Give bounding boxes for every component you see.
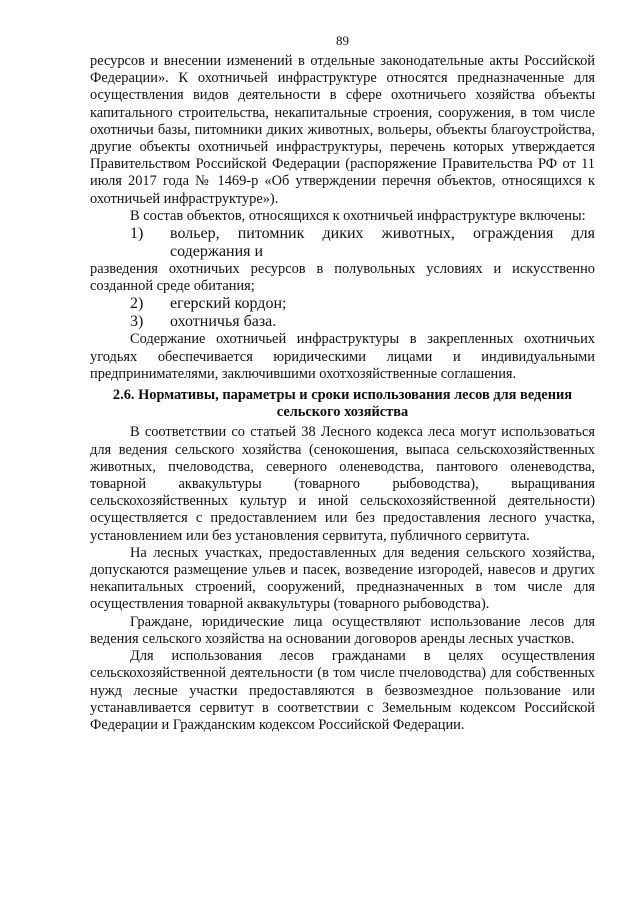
list-item	[90, 295, 595, 313]
paragraph-maintenance: Содержание охотничьей инфраструктуры в закрепленных охотничьих угодьях обеспечивается юридическими лицами и индивидуальными предпринимателями, заключившими охотхозяйственные соглашения.	[90, 331, 595, 382]
infrastructure-list	[90, 225, 595, 331]
section-paragraph: На лесных участках, предоставленных для ведения сельского хозяйства, допускаются размещение ульев и пасек, возведение изгородей, навесов и других некапитальных строений, сооружений, предназначенных в том числе для осуществления товарной аквакультуры (товарного рыбоводства).	[90, 544, 595, 613]
list-item-number: 1)	[130, 225, 144, 243]
list-item-text: егерский кордон;	[170, 295, 287, 313]
list-item-number: 3)	[130, 313, 144, 331]
section-paragraph: Для использования лесов гражданами в целях осуществления сельскохозяйственной деятельности (в том числе пчеловодства) для собственных нужд лесные участки предоставляются в безвозмездное пользование или устанавливается сервитут в соответствии с Земельным кодексом Российской Федерации и Гражданским кодексом Российской Федерации.	[90, 648, 595, 733]
section-heading: 2.6. Нормативы, параметры и сроки использования лесов для ведения сельского хозяйства	[112, 387, 573, 421]
paragraph-infrastructure-list-intro: В состав объектов, относящихся к охотничьей инфраструктуре включены:	[130, 207, 586, 224]
list-item-text: охотничья база.	[170, 313, 277, 331]
list-item	[90, 313, 595, 331]
list-item	[90, 225, 595, 261]
list-item-number: 2)	[130, 295, 144, 313]
list-item-continuation: разведения охотничьих ресурсов в полувольных условиях и искусственно созданной среде обитания;	[90, 261, 595, 295]
list-item-text: вольер, питомник диких животных, ограждения для содержания и	[170, 225, 595, 261]
paragraph-continuation: ресурсов и внесении изменений в отдельные законодательные акты Российской Федерации». К охотничьей инфраструктуре относятся предназначенные для осуществления видов деятельности в сфере охотничьего хозяйства объекты капитального строительства, некапитальные строения, сооружения, в том числе охотничьи базы, питомники диких животных, вольеры, объекты благоустройства, другие объекты охотничьей инфраструктуры, перечень которых утверждается Правительством Российской Федерации (распоряжение Правительства РФ от 11 июля 2017 года № 1469-р «Об утверждении перечня объектов, относящихся к охотничьей инфраструктуре»).	[90, 53, 595, 207]
section-paragraph: Граждане, юридические лица осуществляют использование лесов для ведения сельского хозяйства на основании договоров аренды лесных участков.	[90, 613, 595, 647]
page-number: 89	[336, 33, 349, 48]
section-paragraph: В соответствии со статьей 38 Лесного кодекса леса могут использоваться для ведения сельского хозяйства (сенокошения, выпаса сельскохозяйственных животных, пчеловодства, северного оленеводства, пантового оленеводства, товарной аквакультуры (товарного рыбоводства), выращивания сельскохозяйственных культур и иной сельскохозяйственной деятельности) осуществляется с предоставлением или без предоставления лесного участка, установлением или без установления сервитута, публичного сервитута.	[90, 424, 595, 544]
